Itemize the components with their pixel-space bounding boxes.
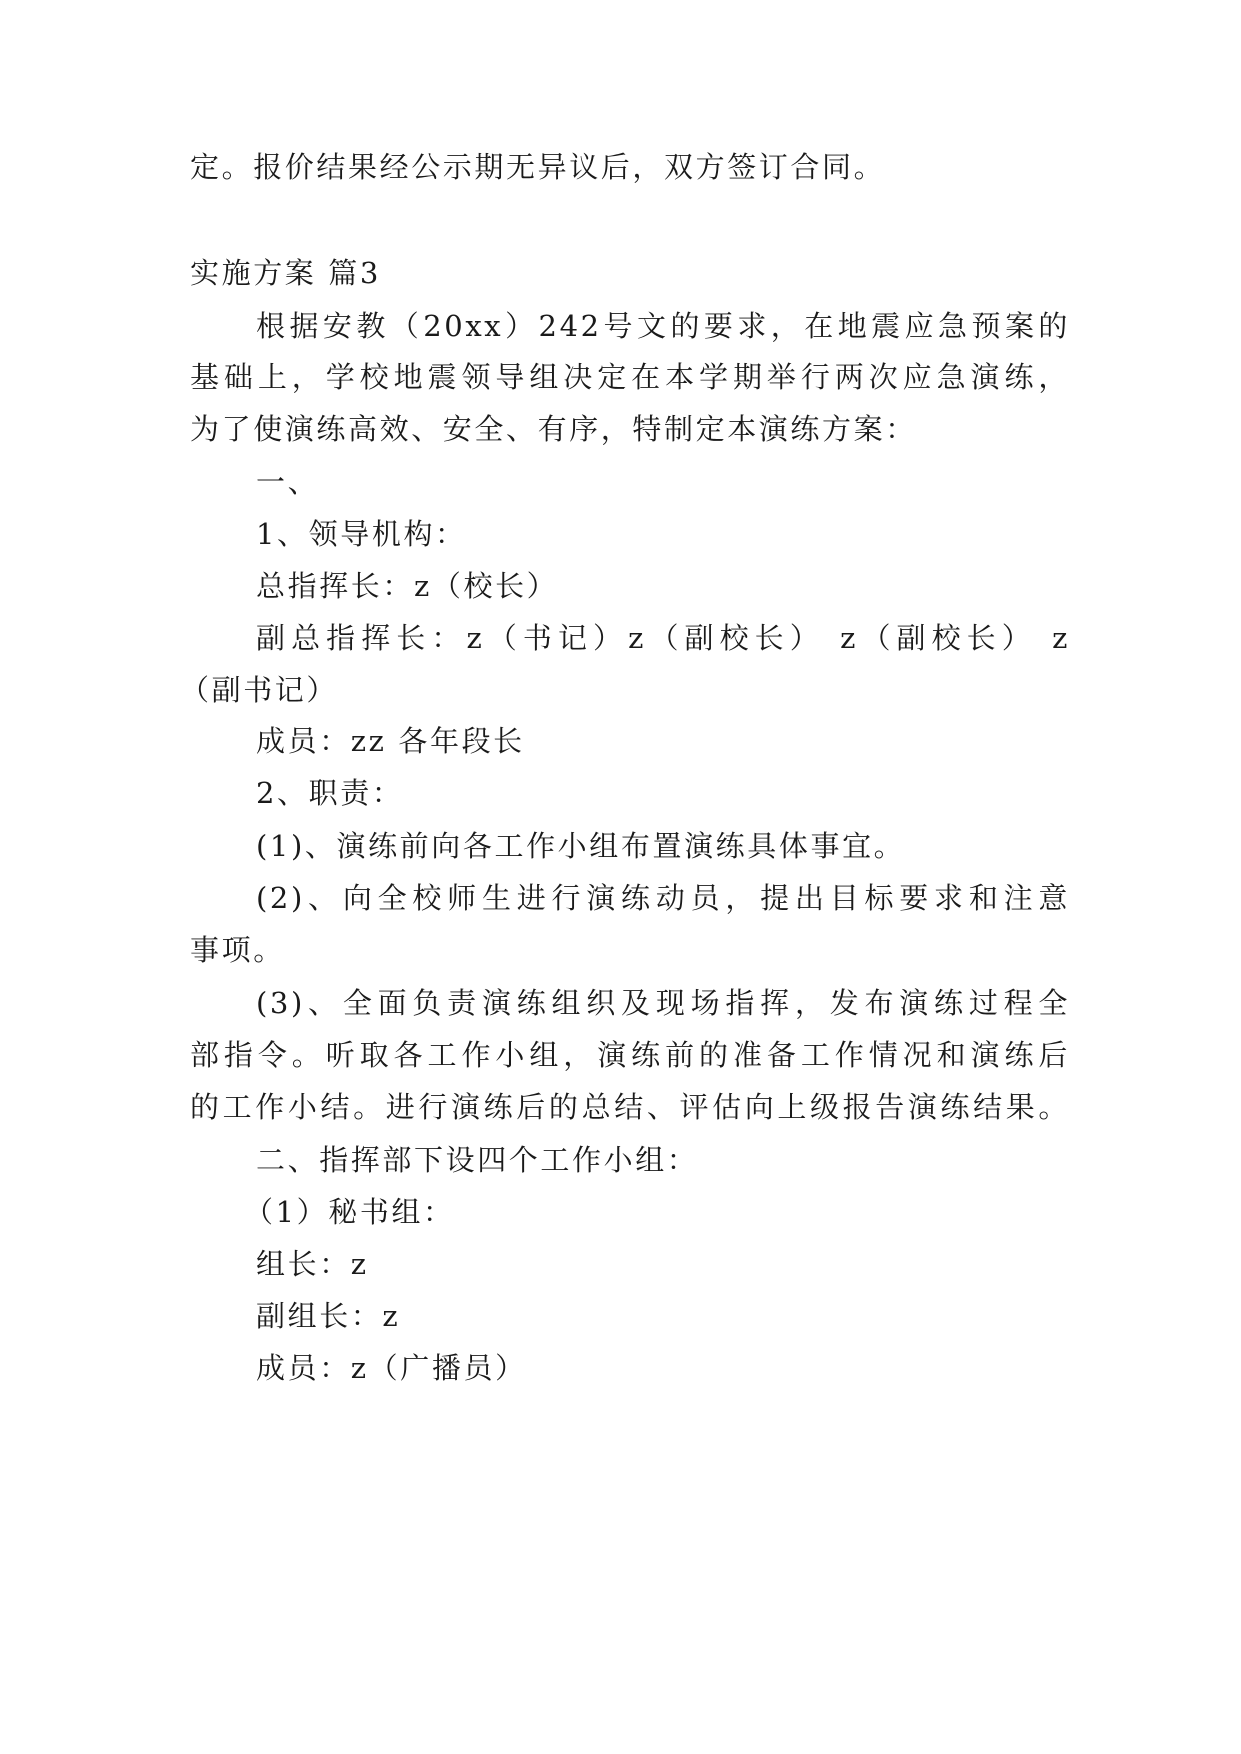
list-item: 事项。 (190, 933, 285, 967)
paragraph-line: 根据安教（20xx）242号文的要求，在地震应急预案的 (256, 309, 1070, 343)
list-heading: 一、 (256, 465, 320, 499)
list-item: 总指挥长：z（校长） (256, 569, 559, 603)
section-heading: 实施方案 篇3 (190, 256, 381, 290)
list-heading: （1）秘书组： (244, 1195, 455, 1229)
list-item: 副组长：z (256, 1299, 401, 1333)
list-item: 成员：z（广播员） (256, 1351, 527, 1385)
paragraph-line: 基础上，学校地震领导组决定在本学期举行两次应急演练， (190, 360, 1070, 394)
list-item: 部指令。听取各工作小组，演练前的准备工作情况和演练后 (190, 1038, 1070, 1072)
list-item: (3)、全面负责演练组织及现场指挥，发布演练过程全 (256, 986, 1070, 1020)
list-item: 组长：z (256, 1247, 369, 1281)
list-item: 的工作小结。进行演练后的总结、评估向上级报告演练结果。 (190, 1090, 1070, 1124)
list-heading: 1、领导机构： (256, 517, 467, 551)
list-item: 成员：zz 各年段长 (256, 724, 525, 758)
list-heading: 2、职责： (256, 776, 404, 810)
list-heading: 二、指挥部下设四个工作小组： (256, 1143, 699, 1177)
list-item: 副总指挥长：z（书记）z（副校长） z（副校长） z (256, 621, 1070, 655)
list-item: (2)、向全校师生进行演练动员，提出目标要求和注意 (256, 881, 1070, 915)
list-item: （副书记） (180, 673, 339, 707)
paragraph-line: 为了使演练高效、安全、有序，特制定本演练方案： (190, 412, 917, 446)
paragraph-line: 定。报价结果经公示期无异议后，双方签订合同。 (190, 150, 886, 184)
list-item: (1)、演练前向各工作小组布置演练具体事宜。 (256, 829, 906, 863)
